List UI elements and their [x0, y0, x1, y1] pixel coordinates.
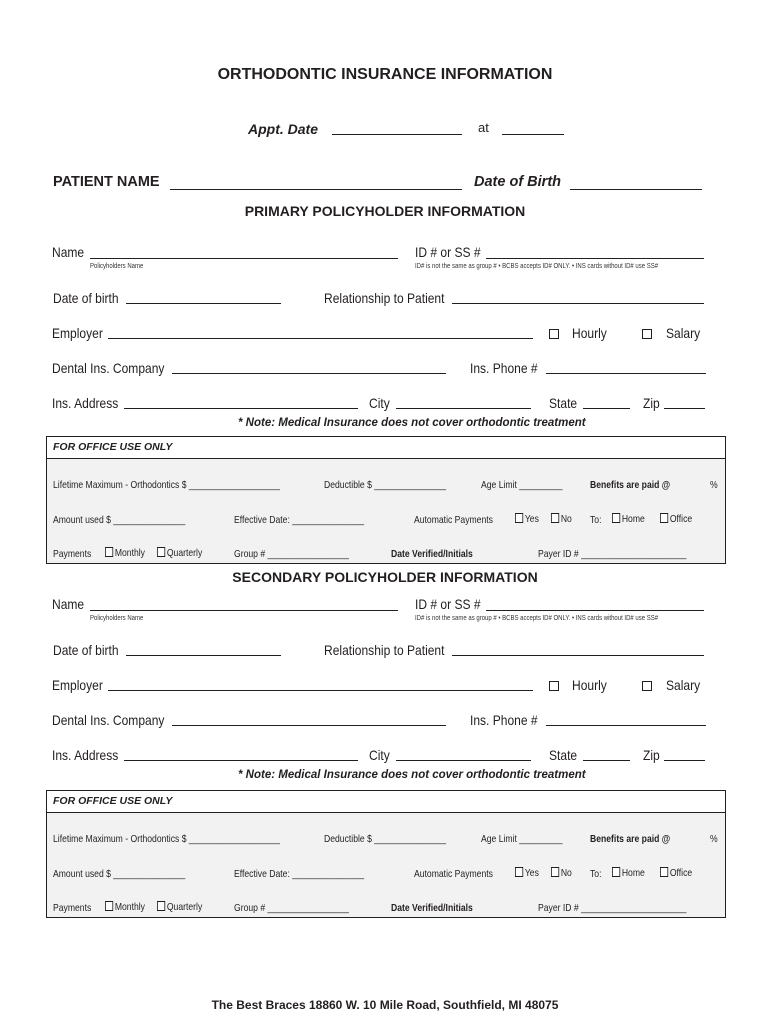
- secondary-relationship-label: Relationship to Patient: [324, 642, 445, 658]
- benefits-paid-label: Benefits are paid @: [590, 833, 671, 845]
- primary-ins-address-label: Ins. Address: [52, 395, 119, 411]
- primary-dental-company-label: Dental Ins. Company: [52, 360, 165, 376]
- secondary-city-field[interactable]: [396, 760, 531, 761]
- auto-pay-yes-option[interactable]: [515, 513, 539, 525]
- checkbox-icon: [515, 867, 523, 877]
- primary-office-use-box: [46, 436, 726, 564]
- primary-zip-label: Zip: [643, 395, 660, 411]
- checkbox-icon: [551, 867, 559, 877]
- secondary-zip-label: Zip: [643, 747, 660, 763]
- secondary-name-sublabel: Policyholders Name: [90, 613, 144, 622]
- payments-quarterly-option[interactable]: [157, 547, 202, 559]
- checkbox-icon: [549, 329, 559, 339]
- payments-quarterly-option[interactable]: [157, 901, 202, 913]
- checkbox-icon: [642, 681, 652, 691]
- primary-name-sublabel: Policyholders Name: [90, 261, 144, 270]
- checkbox-icon: [549, 681, 559, 691]
- primary-ins-address-field[interactable]: [124, 408, 358, 409]
- office-heading-bar: [47, 791, 725, 813]
- yes-label: Yes: [524, 513, 539, 525]
- primary-dob-label: Date of birth: [53, 290, 119, 306]
- secondary-medical-note: * Note: Medical Insurance does not cover orthodontic treatment: [238, 769, 586, 781]
- office-heading-bar: [47, 437, 725, 459]
- primary-relationship-field[interactable]: [452, 303, 704, 304]
- secondary-state-field[interactable]: [583, 760, 630, 761]
- home-label: Home: [621, 513, 645, 525]
- to-label: To:: [590, 514, 602, 526]
- at-label: at: [478, 120, 489, 135]
- age-limit-field[interactable]: Age Limit _________: [481, 479, 563, 491]
- primary-dental-company-field[interactable]: [172, 373, 446, 374]
- automatic-payments-label: Automatic Payments: [414, 868, 493, 880]
- appt-date-label: Appt. Date: [248, 121, 318, 137]
- checkbox-icon: [157, 901, 165, 911]
- patient-dob-field[interactable]: [570, 189, 702, 190]
- date-verified-field[interactable]: Date Verified/Initials: [391, 548, 473, 560]
- checkbox-icon: [515, 513, 523, 523]
- no-label: No: [560, 867, 572, 879]
- percent-label: %: [710, 479, 718, 491]
- patient-name-field[interactable]: [170, 189, 462, 190]
- yes-label: Yes: [524, 867, 539, 879]
- to-home-option[interactable]: [612, 513, 645, 525]
- quarterly-label: Quarterly: [166, 547, 203, 559]
- primary-salary-checkbox[interactable]: [642, 325, 652, 343]
- primary-id-field[interactable]: [486, 258, 704, 259]
- secondary-relationship-field[interactable]: [452, 655, 704, 656]
- deductible-field[interactable]: Deductible $ _______________: [324, 479, 447, 491]
- office-heading: FOR OFFICE USE ONLY: [53, 795, 173, 807]
- payments-label: Payments: [53, 548, 92, 560]
- amount-used-field[interactable]: Amount used $ _______________: [53, 514, 186, 526]
- group-number-field[interactable]: Group # _________________: [234, 902, 349, 914]
- deductible-field[interactable]: Deductible $ _______________: [324, 833, 447, 845]
- primary-employer-field[interactable]: [108, 338, 533, 339]
- automatic-payments-label: Automatic Payments: [414, 514, 493, 526]
- benefits-paid-label: Benefits are paid @: [590, 479, 671, 491]
- age-limit-field[interactable]: Age Limit _________: [481, 833, 563, 845]
- footer-address: The Best Braces 18860 W. 10 Mile Road, Southfield, MI 48075: [211, 998, 559, 1012]
- auto-pay-yes-option[interactable]: [515, 867, 539, 879]
- auto-pay-no-option[interactable]: [551, 513, 572, 525]
- office-option-label: Office: [669, 867, 693, 879]
- effective-date-field[interactable]: Effective Date: _______________: [234, 868, 365, 880]
- primary-name-label: Name: [52, 244, 85, 260]
- primary-hourly-checkbox[interactable]: [549, 325, 559, 343]
- primary-hourly-label: Hourly: [572, 325, 607, 341]
- primary-city-field[interactable]: [396, 408, 531, 409]
- secondary-name-label: Name: [52, 596, 85, 612]
- monthly-label: Monthly: [114, 547, 145, 559]
- checkbox-icon: [612, 513, 620, 523]
- secondary-office-use-box: [46, 790, 726, 918]
- payments-label: Payments: [53, 902, 92, 914]
- primary-section-title: PRIMARY POLICYHOLDER INFORMATION: [244, 203, 526, 219]
- form-title: ORTHODONTIC INSURANCE INFORMATION: [217, 66, 553, 83]
- secondary-id-note: ID# is not the same as group # • BCBS accepts ID# ONLY. • INS cards without ID# use SS#: [415, 613, 659, 622]
- lifetime-max-field[interactable]: Lifetime Maximum - Orthodontics $ ___________________: [53, 479, 280, 491]
- quarterly-label: Quarterly: [166, 901, 203, 913]
- secondary-dob-field[interactable]: [126, 655, 281, 656]
- checkbox-icon: [551, 513, 559, 523]
- group-number-field[interactable]: Group # _________________: [234, 548, 349, 560]
- amount-used-field[interactable]: Amount used $ _______________: [53, 868, 186, 880]
- checkbox-icon: [660, 867, 668, 877]
- secondary-hourly-label: Hourly: [572, 677, 607, 693]
- no-label: No: [560, 513, 572, 525]
- secondary-zip-field[interactable]: [664, 760, 705, 761]
- secondary-city-label: City: [369, 747, 390, 763]
- secondary-salary-label: Salary: [666, 677, 701, 693]
- to-office-option[interactable]: [660, 513, 692, 525]
- secondary-id-field[interactable]: [486, 610, 704, 611]
- primary-dob-field[interactable]: [126, 303, 281, 304]
- checkbox-icon: [157, 547, 165, 557]
- payer-id-field[interactable]: Payer ID # ______________________: [538, 548, 687, 560]
- primary-state-label: State: [549, 395, 578, 411]
- primary-zip-field[interactable]: [664, 408, 705, 409]
- office-heading: FOR OFFICE USE ONLY: [53, 441, 173, 453]
- secondary-dental-company-field[interactable]: [172, 725, 446, 726]
- monthly-label: Monthly: [114, 901, 145, 913]
- secondary-name-field[interactable]: [90, 610, 398, 611]
- secondary-ins-address-label: Ins. Address: [52, 747, 119, 763]
- office-body: [47, 459, 725, 563]
- to-home-option[interactable]: [612, 867, 645, 879]
- primary-city-label: City: [369, 395, 390, 411]
- appt-date-field[interactable]: [332, 134, 462, 135]
- payments-monthly-option[interactable]: [105, 547, 145, 559]
- primary-state-field[interactable]: [583, 408, 630, 409]
- primary-id-note: ID# is not the same as group # • BCBS accepts ID# ONLY. • INS cards without ID# use SS#: [415, 261, 659, 270]
- to-label: To:: [590, 868, 602, 880]
- lifetime-max-field[interactable]: Lifetime Maximum - Orthodontics $ ___________________: [53, 833, 280, 845]
- office-body: [47, 813, 725, 917]
- checkbox-icon: [105, 547, 113, 557]
- secondary-dental-company-label: Dental Ins. Company: [52, 712, 165, 728]
- home-label: Home: [621, 867, 645, 879]
- secondary-ins-phone-label: Ins. Phone #: [470, 712, 538, 728]
- to-office-option[interactable]: [660, 867, 692, 879]
- effective-date-field[interactable]: Effective Date: _______________: [234, 514, 365, 526]
- primary-salary-label: Salary: [666, 325, 701, 341]
- patient-name-label: PATIENT NAME: [53, 174, 160, 190]
- date-verified-field[interactable]: Date Verified/Initials: [391, 902, 473, 914]
- primary-relationship-label: Relationship to Patient: [324, 290, 445, 306]
- secondary-state-label: State: [549, 747, 578, 763]
- secondary-hourly-checkbox[interactable]: [549, 677, 559, 695]
- payer-id-field[interactable]: Payer ID # ______________________: [538, 902, 687, 914]
- primary-id-label: ID # or SS #: [415, 244, 481, 260]
- patient-dob-label: Date of Birth: [474, 174, 561, 190]
- checkbox-icon: [660, 513, 668, 523]
- secondary-ins-address-field[interactable]: [124, 760, 358, 761]
- secondary-dob-label: Date of birth: [53, 642, 119, 658]
- secondary-employer-field[interactable]: [108, 690, 533, 691]
- checkbox-icon: [612, 867, 620, 877]
- office-option-label: Office: [669, 513, 693, 525]
- primary-ins-phone-label: Ins. Phone #: [470, 360, 538, 376]
- percent-label: %: [710, 833, 718, 845]
- primary-medical-note: * Note: Medical Insurance does not cover orthodontic treatment: [238, 417, 586, 429]
- primary-employer-label: Employer: [52, 325, 103, 341]
- checkbox-icon: [105, 901, 113, 911]
- secondary-employer-label: Employer: [52, 677, 103, 693]
- secondary-salary-checkbox[interactable]: [642, 677, 652, 695]
- primary-ins-phone-field[interactable]: [546, 373, 706, 374]
- secondary-id-label: ID # or SS #: [415, 596, 481, 612]
- payments-monthly-option[interactable]: [105, 901, 145, 913]
- secondary-ins-phone-field[interactable]: [546, 725, 706, 726]
- checkbox-icon: [642, 329, 652, 339]
- appt-time-field[interactable]: [502, 134, 564, 135]
- secondary-section-title: SECONDARY POLICYHOLDER INFORMATION: [232, 569, 538, 585]
- auto-pay-no-option[interactable]: [551, 867, 572, 879]
- primary-name-field[interactable]: [90, 258, 398, 259]
